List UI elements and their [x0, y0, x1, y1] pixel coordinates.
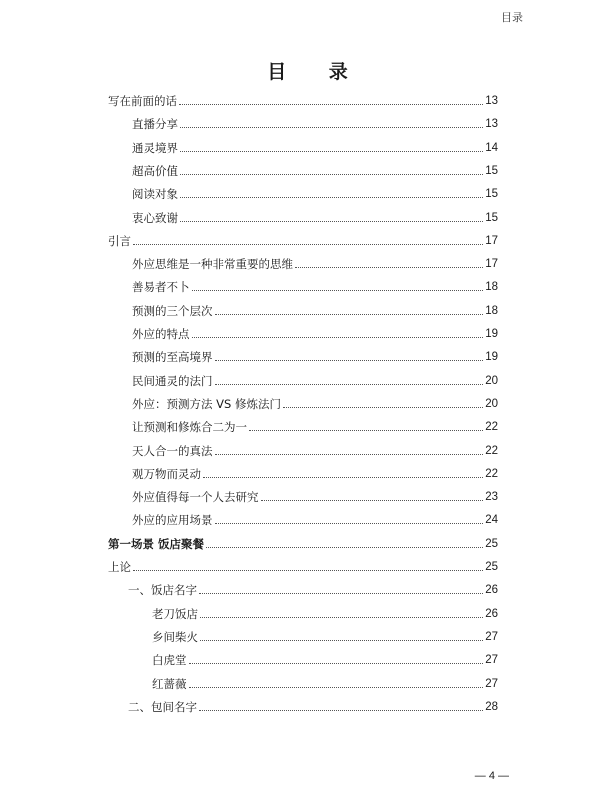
toc-entry-label: 乡间柴火 — [152, 629, 198, 644]
toc-dot-leader — [249, 429, 483, 431]
toc-dot-leader — [180, 126, 483, 128]
table-of-contents — [0, 88, 615, 748]
toc-dot-leader — [206, 546, 483, 548]
toc-dot-leader — [215, 359, 484, 361]
toc-entry[interactable] — [132, 111, 498, 131]
toc-entry-label: 二、包间名字 — [128, 699, 197, 714]
toc-entry-page: 24 — [485, 514, 498, 527]
toc-entry[interactable] — [108, 554, 498, 574]
toc-entry-label: 第一场景 饭店聚餐 — [108, 536, 205, 551]
toc-dot-leader — [133, 243, 483, 245]
toc-entry-page: 20 — [485, 397, 498, 410]
toc-dot-leader — [215, 522, 484, 524]
toc-entry[interactable] — [132, 368, 498, 388]
toc-entry[interactable] — [152, 624, 498, 644]
toc-entry-label: 天人合一的真法 — [132, 443, 213, 458]
toc-dot-leader — [200, 639, 483, 641]
toc-entry[interactable] — [132, 438, 498, 458]
toc-entry-label: 善易者不卜 — [132, 280, 190, 295]
toc-entry-page: 19 — [485, 328, 498, 340]
toc-dot-leader — [283, 406, 483, 408]
toc-dot-leader — [189, 686, 484, 688]
toc-entry[interactable] — [152, 671, 498, 691]
toc-entry-label: 衷心致谢 — [132, 210, 178, 225]
toc-entry-label: 通灵境界 — [132, 140, 178, 155]
toc-dot-leader — [180, 220, 483, 222]
toc-entry-page: 15 — [485, 188, 498, 201]
toc-entry[interactable] — [108, 228, 498, 248]
page-number: — 4 — — [474, 770, 509, 782]
toc-entry-page: 20 — [485, 374, 498, 387]
toc-entry[interactable] — [128, 577, 498, 597]
toc-dot-leader — [180, 150, 483, 152]
toc-entry-page: 19 — [485, 351, 498, 364]
toc-entry-page: 22 — [485, 421, 498, 434]
toc-entry-label: 直播分享 — [132, 117, 178, 132]
toc-entry[interactable] — [132, 391, 498, 411]
toc-entry-label: 上论 — [108, 560, 131, 574]
toc-entry-page: 27 — [485, 630, 498, 643]
toc-dot-leader — [199, 709, 483, 711]
toc-entry-page: 22 — [485, 467, 498, 480]
toc-entry-label: 让预测和修炼合二为一 — [132, 420, 247, 435]
toc-entry-label: 外应的特点 — [132, 327, 190, 341]
toc-entry[interactable] — [132, 321, 498, 341]
toc-entry-page: 15 — [485, 211, 498, 224]
toc-dot-leader — [199, 592, 483, 594]
toc-entry-page: 25 — [485, 537, 498, 550]
toc-entry-page: 18 — [485, 281, 498, 294]
toc-entry[interactable] — [132, 298, 498, 318]
toc-entry[interactable] — [108, 88, 498, 108]
toc-entry[interactable] — [132, 507, 498, 527]
toc-dot-leader — [215, 313, 484, 315]
toc-entry-page: 27 — [485, 677, 498, 690]
toc-entry-label: 引言 — [108, 233, 131, 248]
toc-entry[interactable] — [132, 461, 498, 481]
toc-entry-label: 外应值得每一个人去研究 — [132, 490, 259, 505]
toc-entry-page: 25 — [485, 561, 498, 573]
toc-entry-label: 阅读对象 — [132, 187, 178, 202]
toc-entry-page: 17 — [485, 234, 498, 247]
toc-dot-leader — [200, 616, 483, 618]
toc-entry[interactable] — [132, 344, 498, 364]
toc-dot-leader — [192, 336, 484, 338]
toc-entry-label: 民间通灵的法门 — [132, 373, 213, 388]
toc-entry-page: 17 — [485, 258, 498, 271]
toc-dot-leader — [133, 569, 483, 571]
toc-entry-page: 27 — [485, 654, 498, 667]
toc-entry[interactable] — [132, 414, 498, 434]
toc-entry-page: 23 — [485, 491, 498, 504]
toc-entry[interactable] — [132, 181, 498, 201]
toc-dot-leader — [179, 103, 483, 105]
toc-dot-leader — [295, 266, 483, 268]
toc-entry-page: 13 — [485, 118, 498, 131]
toc-dot-leader — [215, 383, 484, 385]
toc-entry-label: 观万物而灵动 — [132, 466, 201, 481]
toc-entry-label: 外应：预测方法 VS 修炼法门 — [132, 396, 281, 411]
toc-entry-page: 14 — [485, 141, 498, 154]
toc-entry[interactable] — [108, 531, 498, 551]
toc-entry-label: 红蔷薇 — [152, 676, 187, 691]
toc-entry-label: 外应的应用场景 — [132, 513, 213, 528]
toc-entry-label: 外应思维是一种非常重要的思维 — [132, 257, 293, 272]
toc-entry[interactable] — [132, 274, 498, 294]
toc-entry-page: 13 — [485, 95, 498, 107]
toc-dot-leader — [192, 289, 484, 291]
toc-entry[interactable] — [132, 205, 498, 225]
toc-entry-page: 26 — [485, 607, 498, 620]
toc-dot-leader — [189, 662, 484, 664]
toc-dot-leader — [261, 499, 484, 501]
toc-dot-leader — [203, 476, 483, 478]
toc-entry-label: 白虎堂 — [152, 653, 187, 668]
toc-entry-page: 18 — [485, 304, 498, 317]
toc-entry-label: 预测的三个层次 — [132, 303, 213, 318]
toc-entry-label: 一、饭店名字 — [128, 583, 197, 598]
toc-entry[interactable] — [152, 647, 498, 667]
toc-entry-label: 超高价值 — [132, 163, 178, 178]
toc-entry[interactable] — [132, 158, 498, 178]
toc-entry-page: 22 — [485, 444, 498, 457]
toc-entry-page: 28 — [485, 700, 498, 713]
toc-dot-leader — [180, 196, 483, 198]
toc-entry-page: 26 — [485, 584, 498, 597]
toc-entry[interactable] — [132, 135, 498, 155]
toc-entry[interactable] — [128, 694, 498, 714]
toc-entry-label: 预测的至高境界 — [132, 350, 213, 365]
toc-entry[interactable] — [152, 601, 498, 621]
toc-dot-leader — [215, 453, 484, 455]
toc-entry[interactable] — [132, 484, 498, 504]
running-header: 目录 — [501, 11, 523, 24]
toc-entry-page: 15 — [485, 164, 498, 177]
toc-entry-label: 老刀饭店 — [152, 606, 198, 621]
toc-dot-leader — [180, 173, 483, 175]
toc-title: 目 录 — [267, 61, 366, 83]
toc-entry[interactable] — [132, 251, 498, 271]
toc-entry-label: 写在前面的话 — [108, 94, 177, 108]
